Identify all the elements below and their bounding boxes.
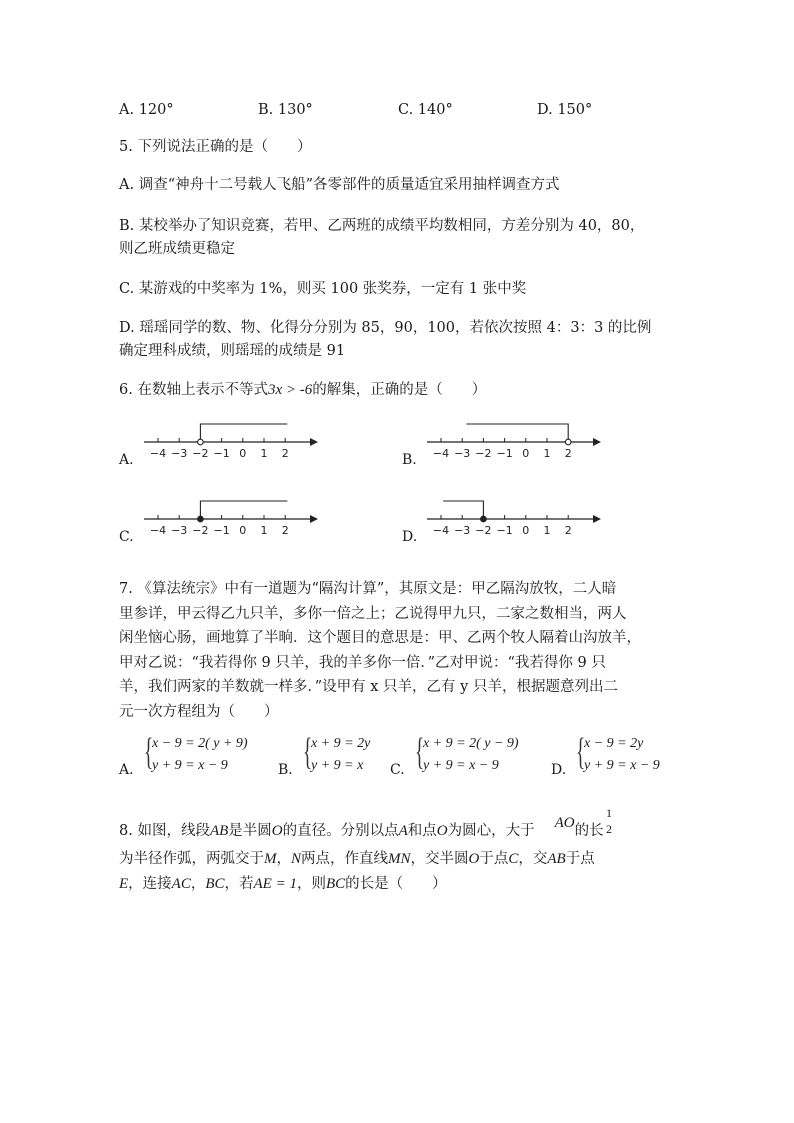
- q7-option-d-system: [576, 731, 686, 780]
- q6-number-line-d: [423, 495, 613, 541]
- q5-option-d-line2: 确定理科成绩，则瑶瑶的成绩是 91: [119, 343, 346, 359]
- q8-math-a: A: [398, 823, 408, 839]
- tick-label: −4: [432, 524, 450, 537]
- q8-text: 两点，作直线: [301, 851, 389, 867]
- tick-label: −4: [432, 447, 450, 460]
- q8-text: ，若: [224, 876, 254, 892]
- q8-text: 的直径。分别以点: [282, 823, 399, 839]
- q6-stem: [119, 380, 486, 400]
- q8-math-m: M: [264, 851, 277, 867]
- q7-option-b-eq2: y + 9 = x: [311, 758, 364, 773]
- axis-arrow: [310, 515, 318, 523]
- tick-label: −1: [496, 524, 513, 537]
- q8-math-mn: MN: [388, 851, 411, 867]
- q7-option-a-system: [144, 731, 274, 780]
- q8-text: ，连接: [128, 876, 172, 892]
- tick-label: 2: [564, 447, 572, 460]
- tick-label: −3: [454, 447, 471, 460]
- q5-option-c: C. 某游戏的中奖率为 1%，则买 100 张奖券，一定有 1 张中奖: [119, 281, 527, 297]
- tick-label: 1: [543, 524, 551, 537]
- q6-number-line-c: [140, 495, 330, 541]
- q8-math-e: E: [119, 876, 129, 892]
- q8-math-o: O: [468, 851, 480, 867]
- q4-option-d: D. 150°: [537, 102, 593, 118]
- q8-math-ab: AB: [209, 823, 229, 839]
- q8-text: 和点: [407, 823, 437, 839]
- q8-fraction-denominator: 2: [606, 822, 612, 836]
- q6-number-line-b: [423, 418, 613, 464]
- tick-label: 0: [239, 524, 247, 537]
- open-dot: [198, 439, 204, 445]
- q7-option-c-label: C.: [390, 762, 405, 778]
- open-dot: [565, 439, 571, 445]
- q7-option-b-label: B.: [278, 762, 293, 778]
- tick-label: −1: [213, 524, 230, 537]
- q7-option-d-eq1: x − 9 = 2y: [584, 736, 644, 751]
- q4-option-c: C. 140°: [398, 102, 453, 118]
- q7-option-c-system: [415, 731, 545, 780]
- q8-text: 的长: [574, 823, 604, 839]
- q7-option-c-brace: {: [415, 731, 425, 773]
- q8-line-2: [119, 849, 595, 869]
- q7-line-4: 甲对乙说：“我若得你 9 只羊，我的羊多你一倍．”乙对甲说：“我若得你 9 只: [119, 655, 606, 671]
- solution-bracket: [200, 501, 287, 519]
- q8-text: 的长是（ ）: [345, 876, 447, 892]
- tick-label: −1: [496, 447, 513, 460]
- q8-text: 为圆心，大于: [447, 823, 535, 839]
- q8-text: ，: [276, 851, 291, 867]
- closed-dot: [198, 516, 204, 522]
- solution-bracket: [466, 424, 568, 442]
- q8-text: 于点: [479, 851, 509, 867]
- q5-option-d-line1: D. 瑶瑶同学的数、物、化得分分别为 85，90，100，若依次按照 4：3：3 的比例: [119, 320, 652, 336]
- q5-option-b-line2: 则乙班成绩更稳定: [119, 241, 235, 257]
- tick-label: −2: [192, 524, 209, 537]
- q8-math-ae: AE = 1: [253, 876, 297, 892]
- q6-option-b-label: B.: [402, 452, 417, 468]
- q8-math-c: C: [508, 851, 519, 867]
- q8-line-1: [119, 815, 604, 841]
- tick-label: 2: [564, 524, 572, 537]
- q6-number-line-a: [140, 418, 330, 464]
- tick-label: 1: [543, 447, 551, 460]
- tick-label: −1: [213, 447, 230, 460]
- axis-arrow: [593, 515, 601, 523]
- q7-option-b-system: [303, 731, 403, 780]
- tick-label: −2: [475, 447, 492, 460]
- q6-option-c-label: C.: [119, 529, 134, 545]
- q8-text: 为半径作弧，两弧交于: [119, 851, 264, 867]
- q7-line-3: 闲坐恼心肠，画地算了半晌．这个题目的意思是：甲、乙两个牧人隔着山沟放羊，: [119, 630, 641, 646]
- tick-label: −2: [192, 447, 209, 460]
- solution-bracket: [443, 501, 483, 519]
- q8-math-o: O: [436, 823, 448, 839]
- q5-option-a: A. 调查“神舟十二号载人飞船”各零部件的质量适宜采用抽样调查方式: [119, 177, 560, 193]
- q8-fraction-numerator: 1: [606, 806, 612, 820]
- q7-option-c-eq1: x + 9 = 2( y − 9): [423, 736, 519, 751]
- q6-stem-before: 6. 在数轴上表示不等式: [119, 382, 268, 398]
- q8-math-ac: AC: [171, 876, 191, 892]
- q8-math-o: O: [271, 823, 283, 839]
- q6-option-d-label: D.: [402, 529, 418, 545]
- q8-line-3: [119, 874, 447, 894]
- tick-label: 1: [260, 524, 268, 537]
- q8-text: 8. 如图，线段: [119, 823, 210, 839]
- tick-label: 0: [522, 524, 530, 537]
- q4-options: [119, 100, 679, 120]
- q8-text: ，交: [518, 851, 548, 867]
- q7-option-d-label: D.: [551, 762, 567, 778]
- q8-math-bc: BC: [205, 876, 225, 892]
- q6-stem-after: 的解集，正确的是（ ）: [312, 382, 487, 398]
- tick-label: −4: [149, 447, 167, 460]
- q5-option-b-line1: B. 某校举办了知识竞赛，若甲、乙两班的成绩平均数相同，方差分别为 40，80，: [119, 218, 645, 234]
- tick-label: −2: [475, 524, 492, 537]
- tick-label: −4: [149, 524, 167, 537]
- q7-option-d-brace: {: [576, 731, 586, 773]
- q7-line-1: 7. 《算法统宗》中有一道题为“隔沟计算”，其原文是：甲乙隔沟放牧，二人暗: [119, 581, 617, 597]
- solution-bracket: [200, 424, 287, 442]
- q6-inequality: 3x > -6: [267, 382, 313, 398]
- q8-math-n: N: [291, 851, 302, 867]
- q5-stem: 5. 下列说法正确的是（ ）: [119, 139, 312, 155]
- tick-label: −3: [454, 524, 471, 537]
- q7-option-c-eq2: y + 9 = x − 9: [423, 758, 499, 773]
- q7-option-b-brace: {: [303, 731, 313, 773]
- q8-text: 于点: [565, 851, 595, 867]
- q7-line-6: 元一次方程组为（ ）: [119, 704, 279, 720]
- axis-arrow: [310, 438, 318, 446]
- q8-text: ，交半圆: [410, 851, 469, 867]
- q8-text: ，: [190, 876, 206, 892]
- q8-math-ao: AO: [554, 815, 575, 831]
- q7-option-a-eq1: x − 9 = 2( y + 9): [152, 736, 248, 751]
- q6-option-a-label: A.: [119, 452, 134, 468]
- tick-label: 1: [260, 447, 268, 460]
- q7-option-a-eq2: y + 9 = x − 9: [152, 758, 228, 773]
- q8-text: 是半圆: [228, 823, 272, 839]
- q7-line-2: 里参详，甲云得乙九只羊，多你一倍之上；乙说得甲九只，二家之数相当，两人: [119, 606, 627, 622]
- q7-option-a-label: A.: [119, 762, 134, 778]
- q7-option-b-eq1: x + 9 = 2y: [311, 736, 371, 751]
- q8-math-bc: BC: [325, 876, 346, 892]
- axis-arrow: [593, 438, 601, 446]
- q8-text: ，则: [296, 876, 326, 892]
- tick-label: 2: [281, 447, 289, 460]
- closed-dot: [481, 516, 487, 522]
- q8-math-ab: AB: [547, 851, 566, 867]
- tick-label: 2: [281, 524, 289, 537]
- q7-option-d-eq2: y + 9 = x − 9: [584, 758, 660, 773]
- tick-label: 0: [239, 447, 247, 460]
- tick-label: −3: [171, 447, 188, 460]
- q4-option-b: B. 130°: [258, 102, 313, 118]
- tick-label: −3: [171, 524, 188, 537]
- q7-option-a-brace: {: [144, 731, 154, 773]
- tick-label: 0: [522, 447, 530, 460]
- q4-option-a: A. 120°: [119, 102, 174, 118]
- q7-line-5: 羊，我们两家的羊数就一样多．”设甲有 x 只羊，乙有 y 只羊，根据题意列出二: [119, 679, 618, 695]
